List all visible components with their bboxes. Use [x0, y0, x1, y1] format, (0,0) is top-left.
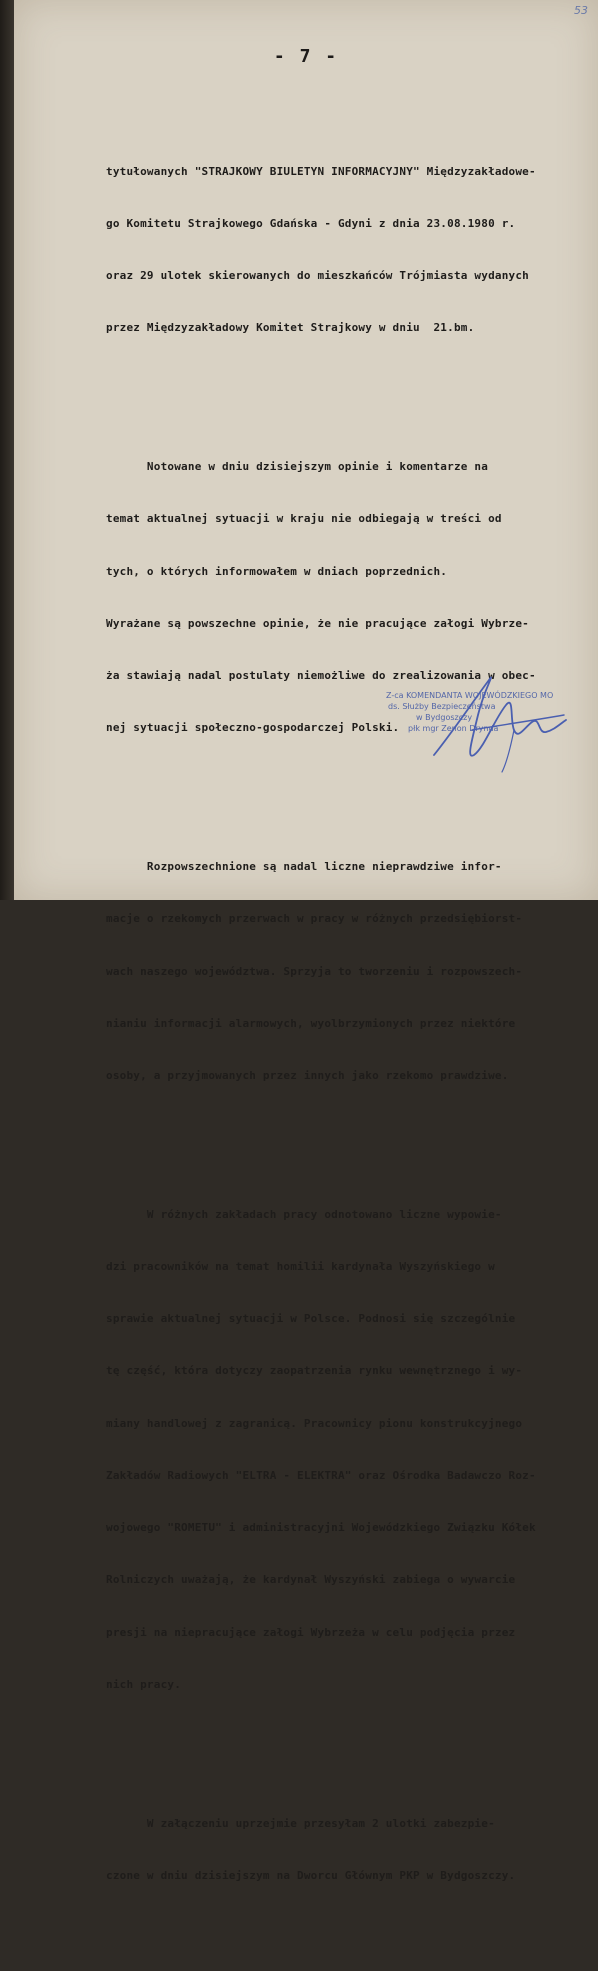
text-line: presji na niepracujące załogi Wybrzeża w celu podjęcia przez [106, 1625, 516, 1639]
text-line: nich pracy. [106, 1677, 182, 1691]
text-line: Zakładów Radiowych "ELTRA - ELEKTRA" oraz Ośrodka Badawczo Roz- [106, 1468, 536, 1482]
text-line: miany handlowej z zagranicą. Pracownicy pionu konstrukcyjnego [106, 1416, 523, 1430]
text-line: Rolniczych uważają, że kardynał Wyszyński zabiega o wywarcie [106, 1573, 516, 1587]
text-line: ża stawiają nadal postulaty niemożliwe do zrealizowania w obec- [106, 669, 536, 682]
document-page [14, 0, 598, 1882]
paragraph-5 [106, 1780, 596, 1919]
stamp-line: ds. Służby Bezpieczeństwa [388, 702, 496, 711]
text-line: czone w dniu dzisiejszym na Dworcu Głównym PKP w Bydgoszczy. [106, 1868, 516, 1882]
stamp-line: Z-ca KOMENDANTA WOJEWÓDZKIEGO MO [386, 691, 554, 700]
paragraph-1 [106, 128, 596, 372]
text-line: temat aktualnej sytuacji w kraju nie odbiegają w treści od [106, 512, 502, 526]
text-line: Notowane w dniu dzisiejszym opinie i komentarze na [106, 460, 489, 474]
text-line: Rozpowszechnione są nadal liczne nieprawdziwe infor- [106, 860, 502, 874]
archive-page-number: 53 [574, 4, 588, 17]
paragraph-4 [106, 1171, 596, 1728]
text-line: nianiu informacji alarmowych, wyolbrzymionych przez niektóre [106, 1016, 516, 1030]
text-line: dzi pracowników na temat homilii kardynała Wyszyńskiego w [106, 1260, 495, 1273]
document-body [106, 93, 596, 1971]
text-line: W różnych zakładach pracy odnotowano liczne wypowie- [106, 1207, 502, 1221]
paragraph-3 [106, 823, 596, 1119]
text-line: wach naszego województwa. Sprzyja to tworzeniu i rozpowszech- [106, 964, 523, 978]
text-line: nej sytuacji społeczno-gospodarczej Polski. [106, 721, 400, 735]
text-line: oraz 29 ulotek skierowanych do mieszkańców Trójmiasta wydanych [106, 269, 529, 283]
stamp-line: płk mgr Zenon Drynda [408, 724, 499, 733]
text-line: przez Międzyzakładowy Komitet Strajkowy w dniu 21.bm. [106, 321, 475, 335]
text-line: wojowego "ROMETU" i administracyjni Wojewódzkiego Związku Kółek [106, 1521, 536, 1535]
handwritten-signature [414, 660, 594, 780]
page-number: - 7 - [273, 46, 339, 67]
text-line: go Komitetu Strajkowego Gdańska - Gdyni z dnia 23.08.1980 r. [106, 216, 516, 230]
text-line: macje o rzekomych przerwach w pracy w różnych przedsiębiorst- [106, 912, 523, 926]
text-line: Wyrażane są powszechne opinie, że nie pracujące załogi Wybrze- [106, 616, 529, 630]
stamp-line: w Bydgoszczy [416, 713, 473, 722]
text-line: tych, o których informowałem w dniach poprzednich. [106, 564, 448, 578]
scan-edge-shadow [0, 0, 14, 900]
text-line: sprawie aktualnej sytuacji w Polsce. Podnosi się szczególnie [106, 1312, 516, 1326]
text-line: W załączeniu uprzejmie przesyłam 2 ulotki zabezpie- [106, 1816, 495, 1830]
text-line: tę część, która dotyczy zaopatrzenia rynku wewnętrznego i wy- [106, 1364, 523, 1378]
text-line: osoby, a przyjmowanych przez innych jako rzekomo prawdziwe. [106, 1068, 509, 1082]
text-line: tytułowanych "STRAJKOWY BIULETYN INFORMACYJNY" Międzyzakładowe- [106, 164, 536, 178]
